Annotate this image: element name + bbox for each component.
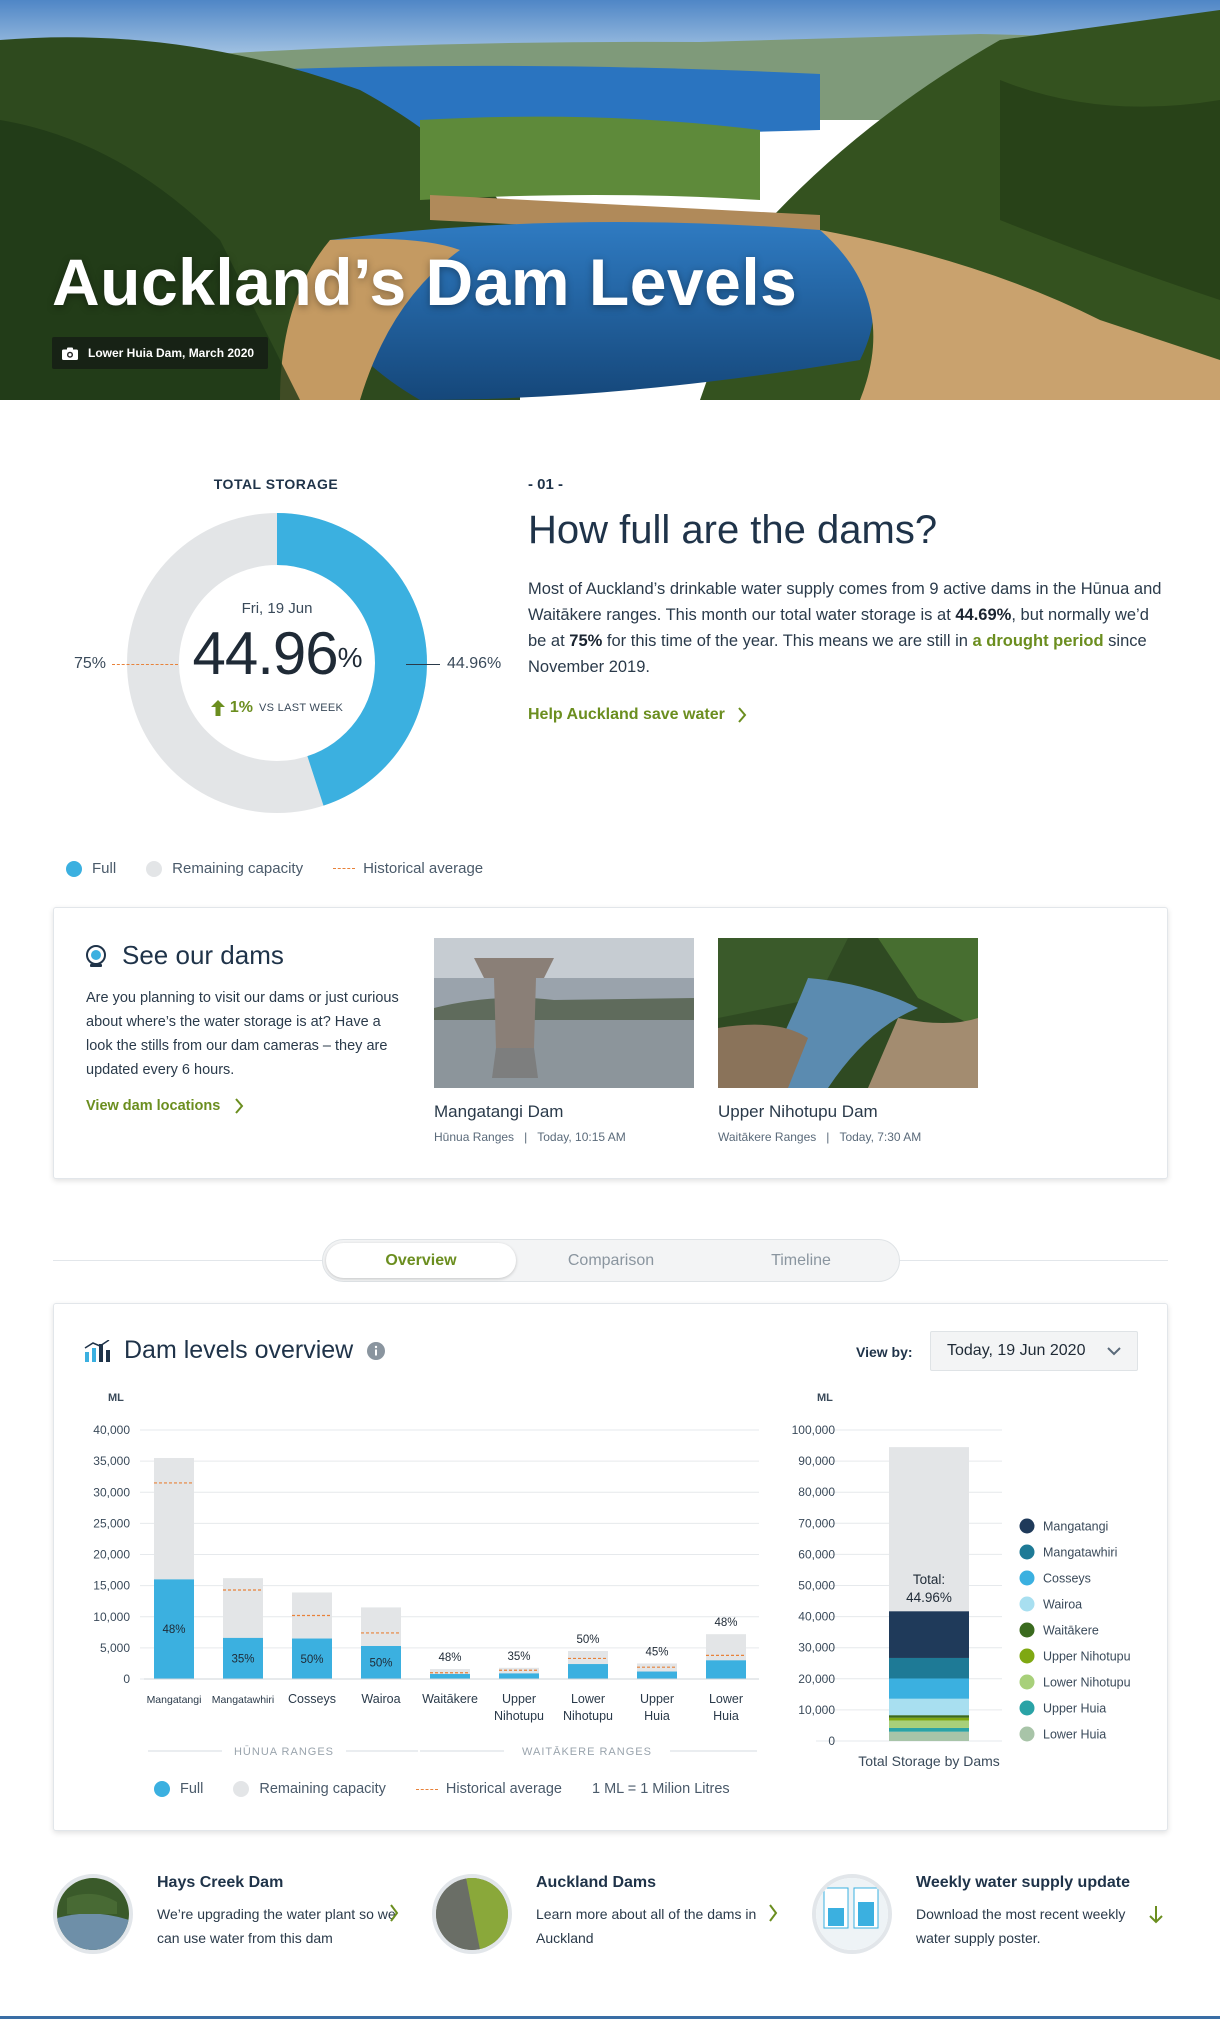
bar-percent-label: 48% <box>438 1652 462 1665</box>
bar-percent-label: 48% <box>162 1624 186 1637</box>
weekly-poster-image <box>816 1878 888 1950</box>
unit-note-label: 1 ML = 1 Milion Litres <box>591 1781 730 1797</box>
y-tick-label: 0 <box>123 1672 130 1686</box>
y-tick-label: 5,000 <box>99 1640 130 1655</box>
bottom-link-desc: We’re upgrading the water plant so we can use water from this dam <box>157 1906 396 1946</box>
arrow-up-icon <box>211 700 225 716</box>
legend-remaining <box>233 1781 386 1797</box>
stack-legend-dot <box>1020 1727 1035 1742</box>
photo-caption-text: Lower Huia Dam, March 2020 <box>88 346 255 360</box>
bottom-link-auckland-dams[interactable] <box>432 1874 792 1954</box>
stack-legend-dot <box>1020 1571 1035 1586</box>
stack-segment <box>889 1611 969 1658</box>
bottom-link-text <box>157 1874 397 1954</box>
body-part-2: , but normally we’d be at <box>528 606 1149 650</box>
legend-full <box>154 1781 203 1797</box>
legend-full <box>66 860 116 877</box>
storage-legend <box>66 860 513 877</box>
stack-y-axis-unit: ML <box>817 1392 833 1404</box>
stack-y-tick-label: 0 <box>828 1734 835 1748</box>
dam-camera-card[interactable] <box>718 938 978 1144</box>
bar-full <box>499 1673 539 1679</box>
y-tick-label: 40,000 <box>93 1423 130 1437</box>
view-by-value: Today, 19 Jun 2020 <box>947 1342 1086 1359</box>
x-category-label: Mangatawhiri <box>211 1694 275 1706</box>
dam-camera-time: Today, 10:15 AM <box>537 1130 626 1144</box>
view-dam-locations-label: View dam locations <box>86 1098 221 1114</box>
see-our-dams-title: See our dams <box>122 940 284 970</box>
dam-levels-overview-card <box>53 1303 1168 1831</box>
x-category-label: Waitākere <box>422 1692 478 1706</box>
view-dam-locations-link[interactable] <box>86 1098 244 1114</box>
bottom-link-text <box>916 1874 1156 1954</box>
bar-full <box>568 1664 608 1679</box>
mangatangi-dam-photo <box>434 938 694 1088</box>
legend-historical <box>333 860 483 877</box>
stack-segment <box>889 1715 969 1717</box>
historical-average-marker: 75% <box>74 655 107 672</box>
chevron-right-icon <box>389 1904 399 1922</box>
hero-banner <box>0 0 1220 400</box>
hays-creek-image <box>57 1878 129 1950</box>
auckland-dams-thumbnail <box>432 1874 512 1954</box>
current-level-marker: 44.96% <box>447 655 502 672</box>
view-by-label: View by: <box>856 1344 913 1360</box>
dam-camera-range: Waitākere Ranges <box>718 1130 817 1144</box>
tab-overview[interactable]: Overview <box>326 1243 516 1278</box>
legend-historical-label: Historical average <box>363 860 484 877</box>
weekly-change <box>211 699 343 717</box>
weekly-change-suffix: VS LAST WEEK <box>259 702 344 714</box>
meta-separator: | <box>826 1130 830 1144</box>
bottom-link-desc: Learn more about all of the dams in Auckland <box>536 1906 757 1946</box>
y-tick-label: 30,000 <box>93 1485 130 1500</box>
dam-camera-photo[interactable] <box>434 938 694 1088</box>
tab-comparison[interactable]: Comparison <box>567 1251 655 1269</box>
stack-legend-label: Upper Huia <box>1043 1701 1107 1716</box>
download-arrow-icon[interactable] <box>1149 1906 1163 1924</box>
stack-y-tick-label: 20,000 <box>798 1671 835 1686</box>
stack-y-tick-label: 10,000 <box>798 1702 835 1717</box>
stack-legend-label: Waitākere <box>1043 1623 1099 1638</box>
stack-legend-dot <box>1020 1701 1035 1716</box>
help-link-label: Help Auckland save water <box>528 706 725 723</box>
bar-full <box>430 1674 470 1679</box>
stack-legend-dot <box>1020 1545 1035 1560</box>
hays-creek-thumbnail <box>53 1874 133 1954</box>
body-part-4: since November 2019. <box>528 632 1147 676</box>
webcam-icon <box>84 944 108 968</box>
legend-full-label: Full <box>92 860 117 877</box>
dam-camera-time: Today, 7:30 AM <box>839 1130 922 1144</box>
weekly-update-thumbnail <box>812 1874 892 1954</box>
bar-percent-label: 50% <box>300 1653 324 1666</box>
section-number: - 01 - <box>528 476 564 493</box>
y-tick-label: 10,000 <box>93 1609 130 1624</box>
bottom-link-title: Auckland Dams <box>536 1874 657 1891</box>
bottom-link-title: Weekly water supply update <box>916 1874 1130 1891</box>
stack-legend-label: Wairoa <box>1043 1597 1083 1612</box>
legend-dot-remaining <box>146 861 162 877</box>
stack-segment <box>889 1720 969 1727</box>
weekly-change-value: 1% <box>229 699 254 716</box>
bar-percent-label: 35% <box>507 1650 531 1663</box>
waitakere-ranges-label: WAITĀKERE RANGES <box>522 1746 652 1758</box>
body-bold-current: 44.69% <box>955 606 1012 624</box>
legend-historical <box>416 1781 562 1797</box>
help-auckland-save-water-link[interactable] <box>528 706 747 724</box>
chevron-right-icon <box>234 1098 244 1114</box>
y-tick-label: 20,000 <box>93 1547 130 1562</box>
bar-full <box>706 1660 746 1679</box>
bottom-link-hays-creek[interactable] <box>53 1874 413 1954</box>
y-tick-label: 35,000 <box>93 1454 130 1469</box>
photo-caption <box>52 337 268 369</box>
bar-percent-label: 45% <box>645 1646 669 1659</box>
see-our-dams-card <box>53 907 1168 1179</box>
stack-segment <box>889 1718 969 1721</box>
total-storage-donut <box>126 512 428 814</box>
stack-segment <box>889 1658 969 1679</box>
upper-nihotupu-dam-photo <box>718 938 978 1088</box>
legend-unit-note <box>592 1781 730 1797</box>
stack-y-tick-label: 40,000 <box>798 1609 835 1624</box>
bottom-link-text <box>536 1874 766 1954</box>
stack-segment <box>889 1732 969 1741</box>
x-category-label: Upper <box>639 1692 675 1706</box>
x-category-label: Nihotupu <box>562 1709 614 1723</box>
y-tick-label: 15,000 <box>93 1578 130 1593</box>
bar-full <box>637 1672 677 1679</box>
stack-legend-dot <box>1020 1597 1035 1612</box>
camera-icon <box>62 347 78 360</box>
bottom-link-title: Hays Creek Dam <box>157 1874 284 1891</box>
dam-camera-photo[interactable] <box>718 938 978 1088</box>
stack-legend-label: Lower Huia <box>1043 1727 1107 1742</box>
y-tick-label: 25,000 <box>93 1516 130 1531</box>
stack-legend-dot <box>1020 1623 1035 1638</box>
stack-y-tick-label: 50,000 <box>798 1578 835 1593</box>
hunua-ranges-label: HŪNUA RANGES <box>233 1746 335 1758</box>
x-category-label: Huia <box>644 1709 670 1723</box>
x-category-label: Lower <box>570 1692 606 1706</box>
dam-camera-card[interactable] <box>434 938 694 1144</box>
stack-segment <box>889 1728 969 1732</box>
storage-percentage <box>192 620 362 687</box>
overview-legend <box>154 1781 760 1797</box>
stack-legend-label: Mangatangi <box>1043 1519 1109 1534</box>
stack-total-label: Total: <box>912 1572 946 1587</box>
x-category-label: Mangatangi <box>146 1694 202 1706</box>
dam-camera-name: Mangatangi Dam <box>434 1102 564 1121</box>
view-tabs <box>322 1239 900 1282</box>
bar-percent-label: 50% <box>369 1657 393 1670</box>
drought-period-link[interactable]: a drought period <box>972 632 1104 650</box>
tab-timeline[interactable]: Timeline <box>771 1251 831 1269</box>
legend-dot-full <box>66 861 82 877</box>
legend-remaining-label: Remaining capacity <box>172 860 304 877</box>
stack-y-tick-label: 70,000 <box>798 1516 835 1531</box>
bar-percent-label: 48% <box>714 1617 738 1630</box>
legend-remaining <box>146 860 303 877</box>
legend-historical-label: Historical average <box>445 1781 562 1797</box>
dam-camera-meta <box>718 1130 978 1144</box>
storage-date: Fri, 19 Jun <box>241 600 313 617</box>
historical-marker-line <box>112 664 178 665</box>
stack-total-value: 44.96% <box>906 1590 952 1605</box>
stack-legend-label: Upper Nihotupu <box>1043 1649 1131 1664</box>
meta-separator: | <box>524 1130 528 1144</box>
x-category-label: Wairoa <box>361 1692 401 1706</box>
stack-legend-dot <box>1020 1519 1035 1534</box>
auckland-dams-image <box>436 1878 508 1950</box>
chevron-right-icon <box>768 1904 778 1922</box>
current-marker-line <box>406 664 440 665</box>
x-category-label: Cosseys <box>288 1692 336 1706</box>
legend-remaining-label: Remaining capacity <box>259 1781 386 1797</box>
legend-dot-remaining <box>233 1781 249 1797</box>
chevron-right-icon <box>737 707 747 723</box>
stack-y-tick-label: 60,000 <box>798 1547 835 1562</box>
overview-title: Dam levels overview <box>124 1336 354 1364</box>
section-title: How full are the dams? <box>528 508 938 552</box>
stack-y-tick-label: 30,000 <box>798 1640 835 1655</box>
page-title: Auckland’s Dam Levels <box>52 245 798 319</box>
bottom-link-desc: Download the most recent weekly water supply poster. <box>916 1906 1126 1946</box>
stack-legend-label: Cosseys <box>1043 1571 1091 1586</box>
legend-full-label: Full <box>180 1781 204 1797</box>
stack-segment <box>889 1678 969 1698</box>
storage-percentage-value: 44.96 <box>192 620 338 687</box>
stack-legend-dot <box>1020 1675 1035 1690</box>
see-our-dams-heading <box>84 940 284 971</box>
total-storage-label: TOTAL STORAGE <box>213 476 339 492</box>
x-category-label: Lower <box>708 1692 744 1706</box>
legend-dash-historical <box>416 1789 438 1790</box>
x-category-label: Upper <box>501 1692 537 1706</box>
body-part-1: Most of Auckland’s drinkable water supply comes from 9 active dams in the Hūnua and Waitākere ranges. This month our total water storage is at <box>528 580 1162 624</box>
dam-camera-range: Hūnua Ranges <box>434 1130 515 1144</box>
dam-camera-meta <box>434 1130 694 1144</box>
stack-legend-dot <box>1020 1649 1035 1664</box>
legend-dash-historical <box>333 868 355 869</box>
body-bold-normal: 75% <box>569 632 603 650</box>
x-category-label: Huia <box>713 1709 739 1723</box>
x-category-label: Nihotupu <box>493 1709 545 1723</box>
bar-percent-label: 50% <box>576 1633 600 1646</box>
bottom-link-weekly-update[interactable] <box>812 1874 1172 1954</box>
stack-chart-title: Total Storage by Dams <box>858 1753 1000 1769</box>
stack-legend-label: Lower Nihotupu <box>1043 1675 1131 1690</box>
section-body <box>528 576 1168 680</box>
stack-y-tick-label: 80,000 <box>798 1485 835 1500</box>
legend-dot-full <box>154 1781 170 1797</box>
stack-y-tick-label: 90,000 <box>798 1454 835 1469</box>
dam-levels-charts <box>54 1304 1169 1774</box>
bar-percent-label: 35% <box>231 1653 255 1666</box>
stack-legend-label: Mangatawhiri <box>1043 1545 1118 1560</box>
storage-percentage-unit: % <box>337 642 362 673</box>
dam-camera-name: Upper Nihotupu Dam <box>718 1102 878 1121</box>
body-part-3: for this time of the year. This means we are still in <box>602 632 973 650</box>
see-our-dams-text: Are you planning to visit our dams or just curious about where’s the water storage is at? Have a look the stills from our dam cameras – they are updated every 6 hours. <box>86 990 399 1078</box>
y-axis-unit: ML <box>108 1392 124 1404</box>
stack-y-tick-label: 100,000 <box>791 1423 835 1437</box>
stack-segment <box>889 1699 969 1715</box>
